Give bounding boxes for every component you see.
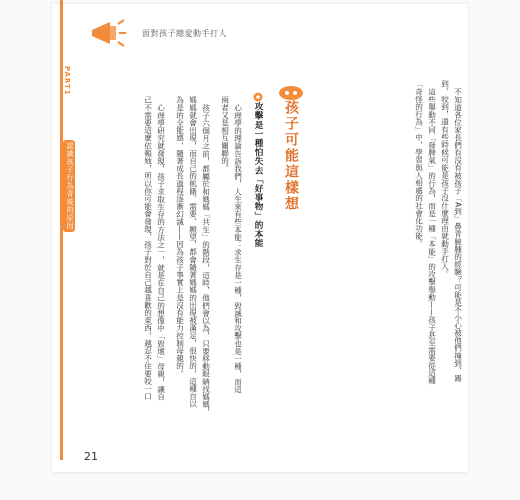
paragraph-line: 「奇怪的行為」中，學習與人相處的社會化功能。: [414, 80, 424, 248]
paragraph-line: 兩者又是相互關聯的。: [220, 96, 230, 172]
flower-bullet-icon: [253, 92, 263, 102]
running-header-title: 面對孩子總愛動手打人: [142, 29, 227, 38]
section-heading: 孩子可能這樣想: [283, 100, 299, 212]
megaphone-icon: [88, 18, 128, 48]
part-marker: [63, 66, 75, 100]
paragraph-line: 孩子六個月之前，都屬於和媽媽「共生」的階段，這時，他們會以為，只要移動眼睛找媽媽，: [201, 104, 211, 416]
paragraph-line: 到、咬到，還有些時候可能是孩子沒什麼理由就動手打人。: [440, 80, 450, 278]
paragraph-line: 心理學研究就發現，孩子求取生存的方法之一，就是在自己的想像中「毀壞」母親，讓自: [156, 104, 166, 401]
paragraph-line: 心理學的理論告訴我們，人生來有些本能：求生存是一種，毀滅和攻擊也是一種，而這: [233, 104, 243, 393]
chapter-label: 認識孩子行為背後的原因: [63, 140, 75, 232]
paragraph-line: 不知道各位家長們有沒有被孩子「A到」鼻青臉腫的經驗？可能是不小心被他們撞到、踢: [453, 88, 463, 382]
paragraph-line: 己不需要這麼依賴她，所以你可能會發現，孩子對於自己越喜歡的東西，越忍不住要咬一口: [143, 96, 153, 400]
section-subheading: 攻擊是一種怕失去「好事物」的本能: [253, 102, 263, 248]
paragraph-line: 這些舉動不同「發脾氣」的行為，而是一種「本能」的攻擊舉動——孩子甚至需要從這種: [427, 88, 437, 385]
paragraph-line: 媽媽就會出現，而自己的飢餓、需要、願望，都會隨著媽媽的出現被滿足，很快的，這種自以: [188, 96, 198, 408]
part-label: PART1: [63, 66, 71, 96]
page-number: 21: [84, 450, 98, 463]
paragraph-line: 為是的全能感，隨著成長過程逐漸幻滅——因為孩子事實上是沒有能力控制母親的。: [175, 96, 185, 378]
